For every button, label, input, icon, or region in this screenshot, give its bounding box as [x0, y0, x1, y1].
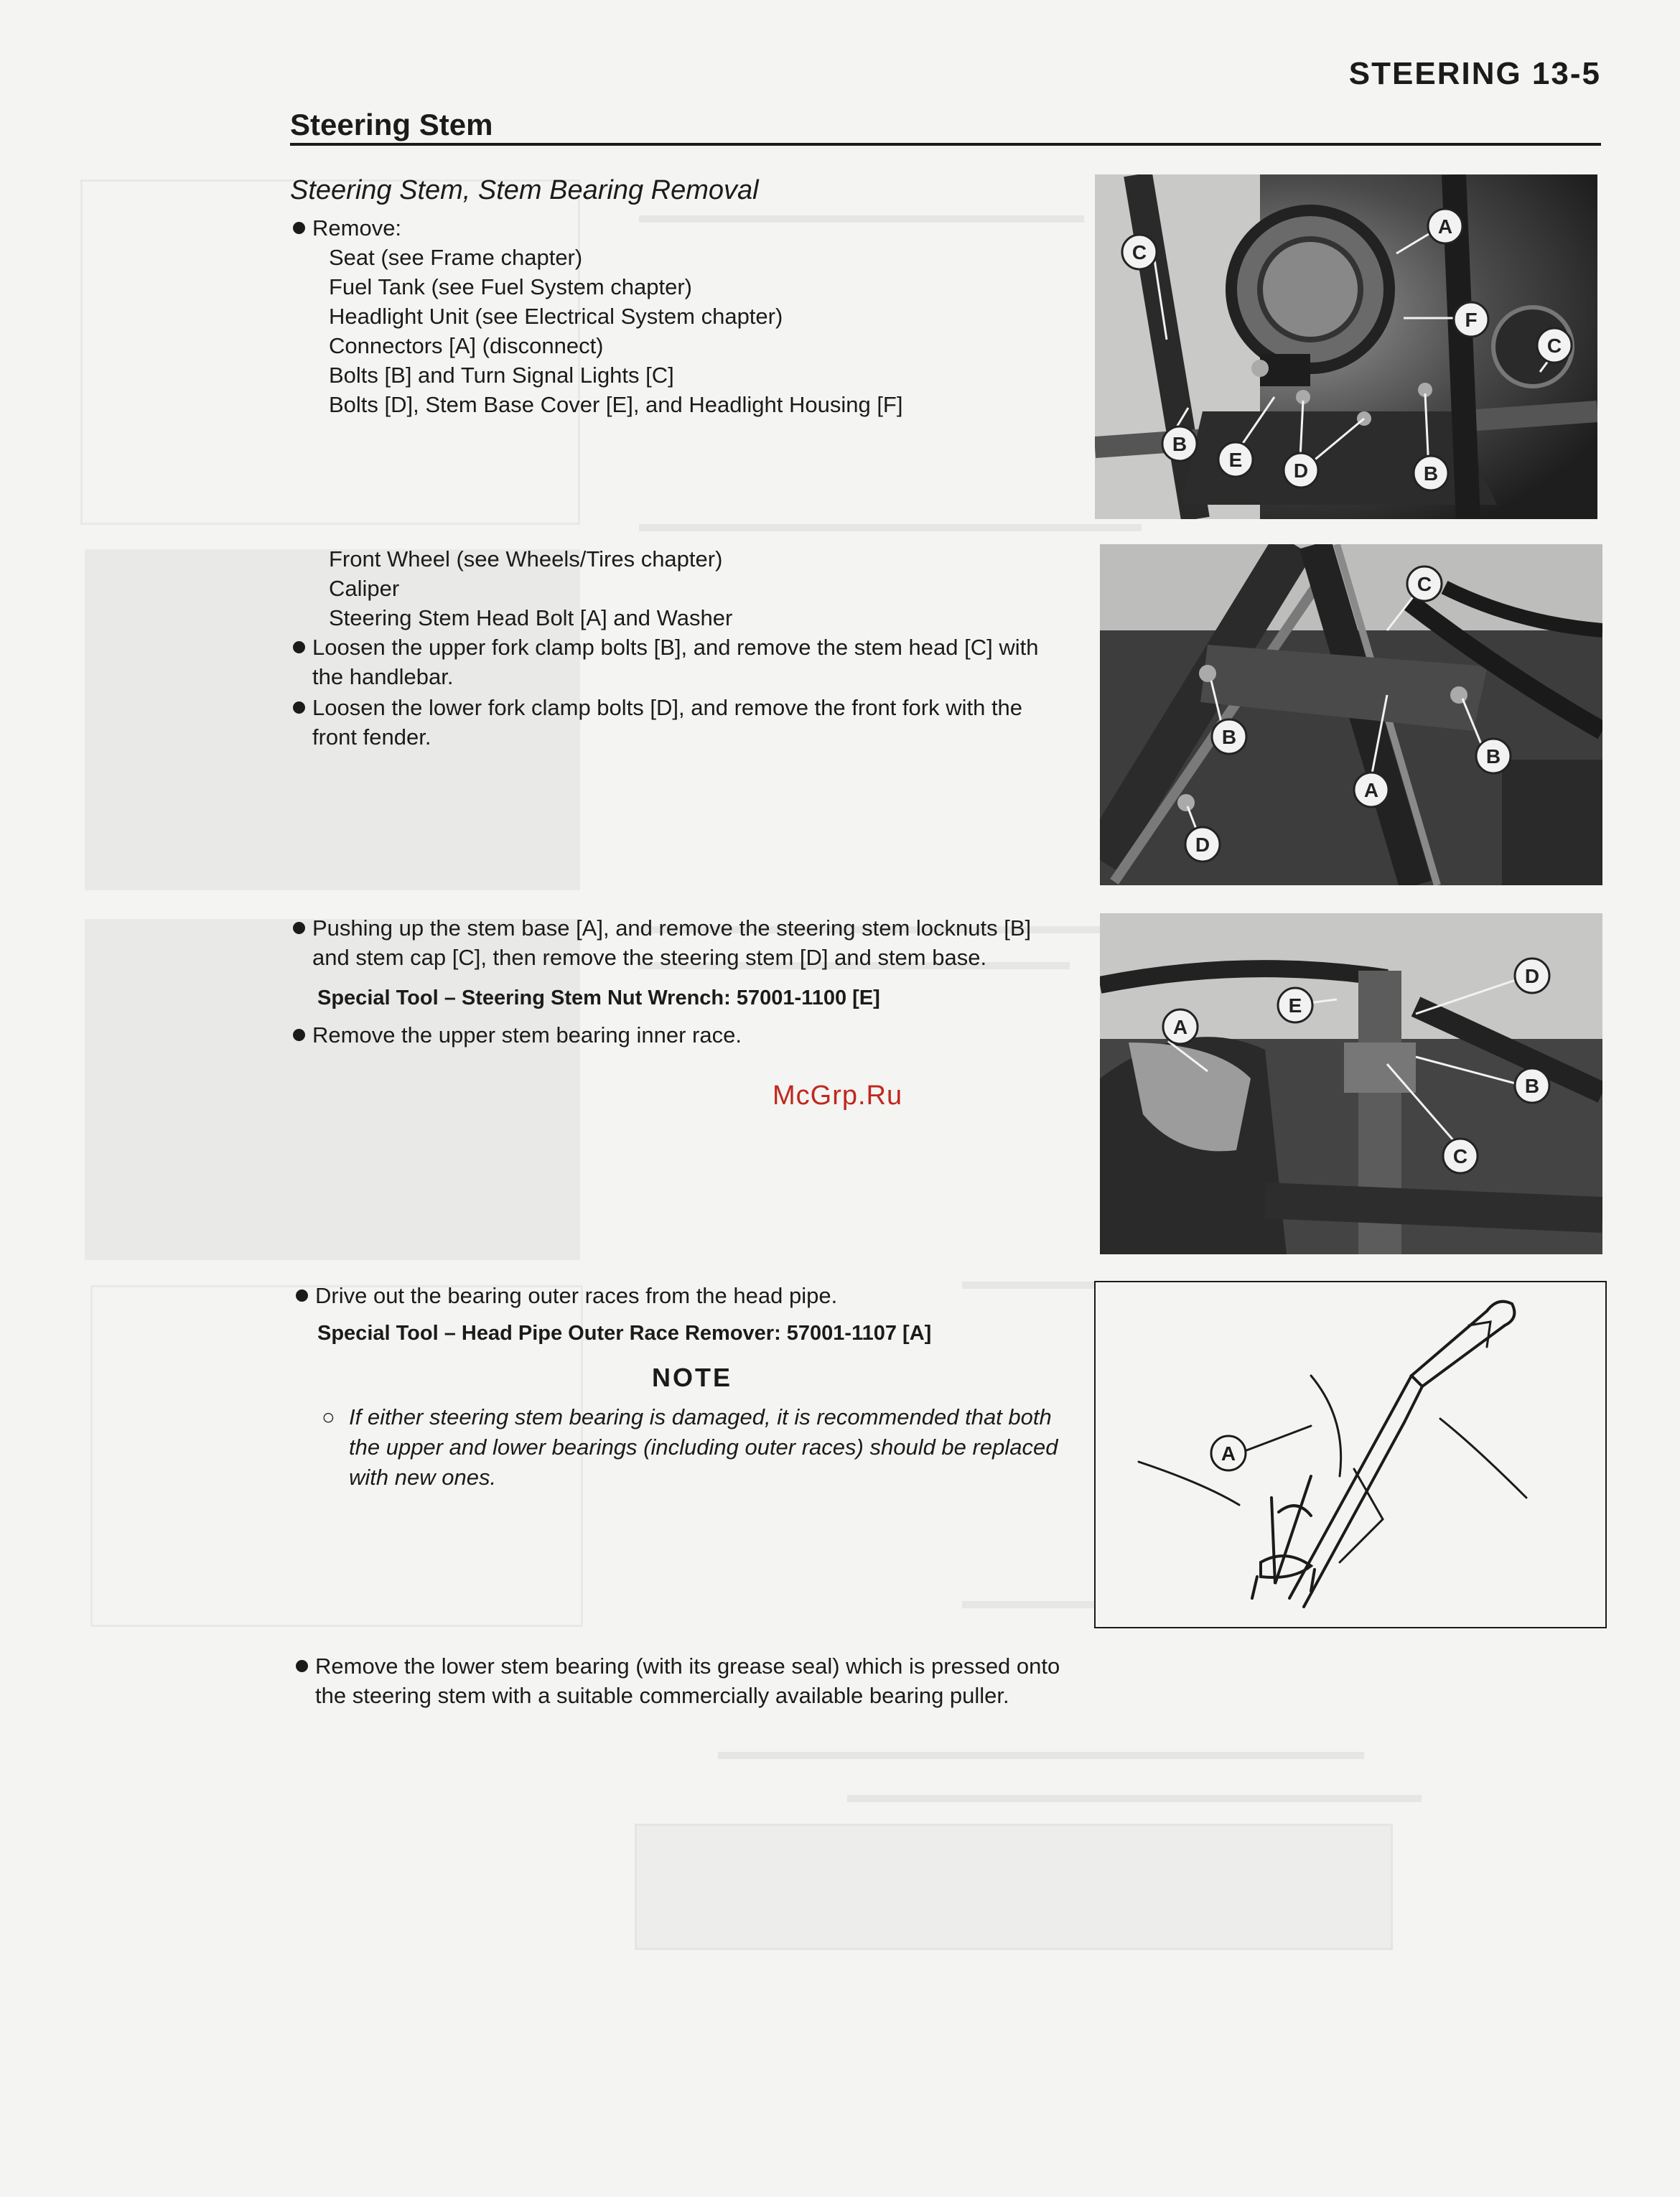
step-remove-lower: Remove the lower stem bearing (with its grease seal) which is pressed onto the steering stem with a suitable commercially available bearing puller.	[296, 1651, 1071, 1710]
remove-block-2	[293, 544, 1068, 752]
callout-label: A	[1221, 1442, 1236, 1465]
bullet-icon	[293, 641, 305, 653]
step-remove-upper-race: Remove the upper stem bearing inner race.	[293, 1020, 1068, 1050]
bullet-icon	[293, 701, 305, 714]
list-item: Headlight Unit (see Electrical System chapter)	[329, 304, 783, 329]
step-loosen-lower: Loosen the lower fork clamp bolts [D], and remove the front fork with the front fender.	[293, 693, 1068, 752]
ghost-caution-box	[635, 1824, 1393, 1950]
remove-list-2	[293, 544, 1068, 633]
list-item: Fuel Tank (see Fuel System chapter)	[329, 274, 692, 299]
step-push-up: Pushing up the stem base [A], and remove the steering stem locknuts [B] and stem cap [C], then remove the steering stem [D] and stem base.	[293, 913, 1068, 972]
figure-2-fork-clamp-photo	[1100, 544, 1602, 885]
callout-label: D	[1195, 834, 1210, 856]
callout-label: C	[1546, 335, 1562, 357]
step-drive-out: Drive out the bearing outer races from the head pipe.	[296, 1281, 1071, 1310]
list-item: Seat (see Frame chapter)	[329, 245, 583, 270]
callout-label: C	[1452, 1145, 1468, 1167]
procedure-subtitle: Steering Stem, Stem Bearing Removal	[290, 175, 759, 205]
ghost-text	[639, 524, 1142, 531]
note-title: NOTE	[652, 1363, 733, 1392]
chapter-header: STEERING 13-5	[1348, 56, 1601, 91]
figure-3-stem-nut-photo	[1100, 913, 1602, 1254]
bullet-icon	[293, 922, 305, 934]
note-text: If either steering stem bearing is damaged, it is recommended that both the upper and lower bearings (including outer races) should be replaced with new ones.	[349, 1404, 1058, 1490]
list-item: Bolts [D], Stem Base Cover [E], and Headlight Housing [F]	[329, 392, 903, 417]
callout-label: C	[1417, 573, 1432, 595]
section-rule	[290, 143, 1601, 146]
bullet-icon	[296, 1289, 308, 1302]
callout-label: F	[1465, 309, 1478, 331]
step-loosen-upper: Loosen the upper fork clamp bolts [B], and remove the stem head [C] with the handlebar.	[293, 633, 1068, 691]
ghost-text	[847, 1795, 1422, 1802]
special-tool-2: Special Tool – Head Pipe Outer Race Remover: 57001-1107 [A]	[317, 1322, 932, 1345]
callout-label: C	[1131, 241, 1147, 263]
watermark: McGrp.Ru	[773, 1081, 903, 1111]
list-item: Caliper	[329, 576, 400, 601]
callout-label: B	[1423, 462, 1439, 485]
list-item: Steering Stem Head Bolt [A] and Washer	[329, 605, 733, 630]
callout-label: A	[1437, 215, 1453, 238]
callout-label: E	[1228, 449, 1243, 471]
figure-1-headlight-photo	[1095, 174, 1597, 519]
callout-label: B	[1172, 433, 1187, 455]
note-body	[296, 1402, 1071, 1493]
outer-race-block	[296, 1281, 1071, 1493]
remove-block-1	[293, 213, 902, 419]
lower-bearing-block	[296, 1651, 1071, 1710]
figure-4-race-remover-drawing	[1094, 1281, 1607, 1628]
callout-label: A	[1363, 779, 1379, 801]
remove-bullet	[293, 213, 902, 243]
note-marker: ○	[322, 1404, 335, 1429]
callout-label: B	[1221, 726, 1237, 748]
list-item: Connectors [A] (disconnect)	[329, 333, 604, 358]
section-title: Steering Stem	[290, 108, 493, 141]
bullet-icon	[293, 1029, 305, 1041]
callout-label: B	[1524, 1075, 1540, 1097]
remove-list	[293, 243, 902, 419]
stem-removal-block	[293, 913, 1068, 1050]
callout-label: D	[1524, 965, 1540, 987]
special-tool-1: Special Tool – Steering Stem Nut Wrench: 57001-1100 [E]	[317, 986, 880, 1009]
bullet-icon	[296, 1660, 308, 1672]
bullet-icon	[293, 222, 305, 234]
callout-label: E	[1288, 994, 1302, 1017]
callout-label: A	[1172, 1016, 1188, 1038]
callout-label: D	[1293, 460, 1309, 482]
list-item: Bolts [B] and Turn Signal Lights [C]	[329, 363, 674, 388]
remove-label: Remove:	[312, 215, 402, 241]
ghost-text	[718, 1752, 1364, 1759]
callout-label: B	[1485, 745, 1501, 768]
list-item: Front Wheel (see Wheels/Tires chapter)	[329, 546, 723, 572]
